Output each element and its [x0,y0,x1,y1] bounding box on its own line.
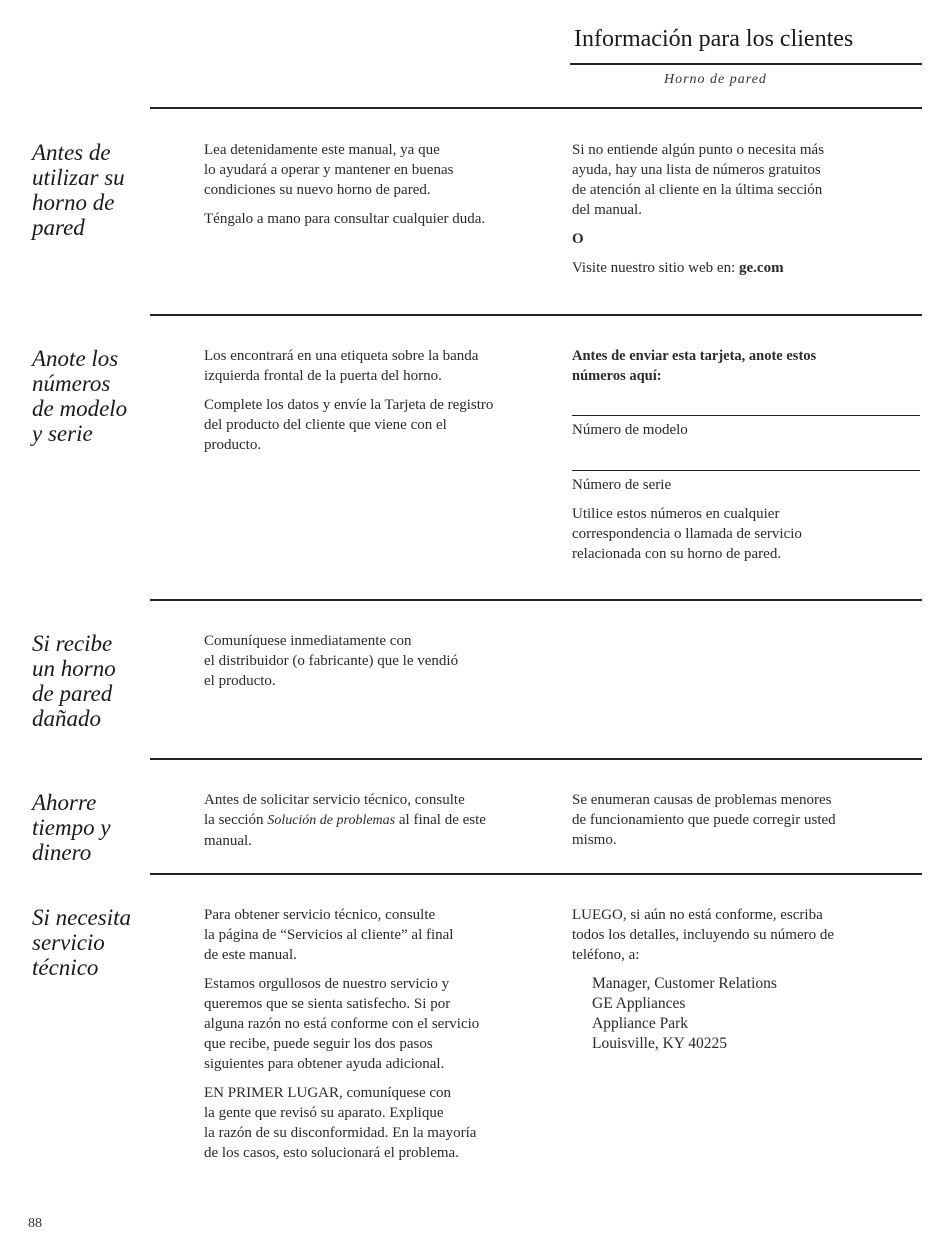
section-divider [150,314,922,316]
or-label: O [572,231,584,247]
damaged-text: Comuníquese inmediatamente con el distribuidor (o fabricante) que le vendió el producto. [204,633,459,689]
website-link[interactable]: ge.com [739,260,784,276]
section-heading-save-money: Ahorre tiempo y dinero [32,790,111,865]
model-number-field[interactable] [572,415,920,416]
page-title: Información para los clientes [574,26,854,52]
website-line: Visite nuestro sitio web en: ge.com [572,260,784,276]
section-heading-service: Si necesita servicio técnico [32,905,131,980]
before-use-text: Lea detenidamente este manual, ya que lo ayudará a operar y mantener en buenas condiciones su nuevo horno de pared. Téngalo a mano para consultar cualquier duda. [204,142,486,227]
section-divider [150,107,922,109]
mailing-address: Manager, Customer Relations GE Appliances Appliance Park Louisville, KY 40225 [592,975,777,1052]
section-divider [150,873,922,875]
serial-number-field[interactable] [572,470,920,471]
section-divider [150,758,922,760]
model-number-label: Número de modelo [572,422,688,438]
help-text: Si no entiende algún punto o necesita más ayuda, hay una lista de números gratuitos de atención al cliente en la última sección del manual. O Visite nuestro sitio web en: ge.com [572,140,922,287]
section-heading-before-use: Antes de utilizar su horno de pared [32,140,125,240]
contact-text: LUEGO, si aún no está conforme, escriba todos los detalles, incluyendo su número de teléfono, a: Manager, Customer Relations GE Appliances Appliance Park Louisville, KY 40225 [572,905,922,1054]
service-text: Para obtener servicio técnico, consulte la página de “Servicios al cliente” al final de este manual. Estamos orgullosos de nuestro servicio y queremos que se sienta satisfecho. Si por alguna razón no está conforme con el servicio que recibe, puede seguir los dos pasos siguientes para obtener ayuda adicional. EN PRIMER LUGAR, comuníquese con la gente que revisó su aparato. Explique la razón de su disconformidad. En la mayoría de los casos, esto solucionará el problema. [204,907,480,1161]
problems-text: Se enumeran causas de problemas menores de funcionamiento que puede corregir usted mismo. [572,792,836,848]
page-number: 88 [28,1216,42,1231]
section-heading-damaged: Si recibe un horno de pared dañado [32,631,116,731]
registration-form: Antes de enviar esta tarjeta, anote estos números aquí: Número de modelo Número de serie Utilice estos números en cualquier correspondencia o llamada de servicio relacionada con su horno de pared. [572,346,922,573]
model-serial-text: Los encontrará en una etiqueta sobre la banda izquierda frontal de la puerta del horno. Complete los datos y envíe la Tarjeta de registro del producto del cliente que viene con el producto. [204,348,494,453]
section-heading-model-serial: Anote los números de modelo y serie [32,346,128,446]
troubleshooting-reference: Solución de problemas [267,813,396,828]
save-money-text: Antes de solicitar servicio técnico, consulte la sección Solución de problemas al final de este manual. [204,792,486,849]
page-subtitle: Horno de pared [664,72,767,87]
section-divider [150,599,922,601]
header-rule [570,63,922,65]
serial-number-label: Número de serie [572,477,672,493]
